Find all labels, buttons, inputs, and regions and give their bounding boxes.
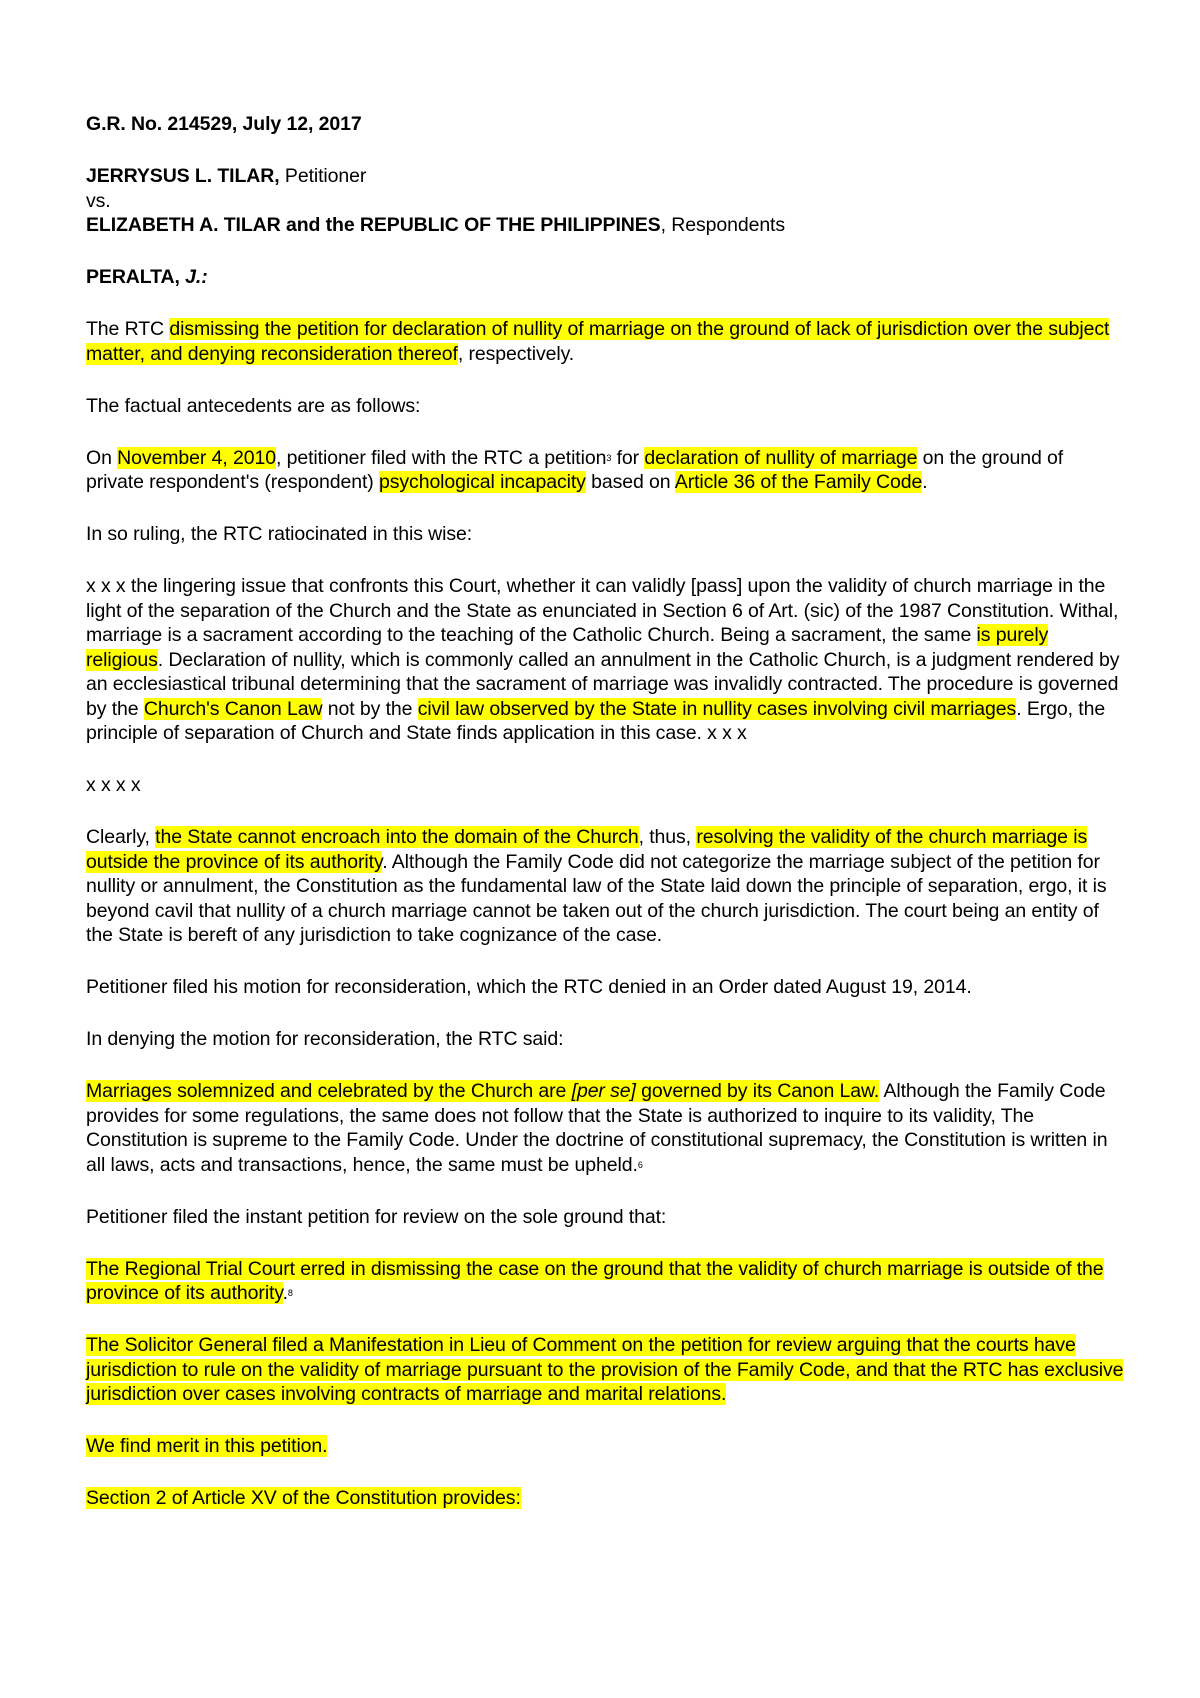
paragraph-11: Petitioner filed the instant petition for review on the sole ground that: bbox=[86, 1205, 667, 1228]
highlight: The Solicitor General filed a Manifestation in Lieu of Comment on the petition for review arguing that the courts have jurisdiction to rule on the validity of marriage pursuant to the provision of the Family Code, and that the RTC has exclusive jurisdiction over cases involving contracts of marriage and marital relations. bbox=[86, 1334, 1124, 1405]
highlight: resolving the validity of the church marriage is outside the province of its authority bbox=[86, 826, 1088, 873]
petitioner-name: JERRYSUS L. TILAR, bbox=[86, 165, 280, 187]
petitioner-line bbox=[86, 164, 1126, 189]
text: , petitioner filed with the RTC a petition bbox=[275, 446, 607, 469]
text: The RTC bbox=[86, 318, 170, 340]
text: , respectively. bbox=[457, 342, 575, 365]
text: Marriages solemnized and celebrated by the Church are bbox=[86, 1080, 572, 1102]
highlight: civil law observed by the State in nullity cases involving civil marriages bbox=[417, 697, 1017, 720]
paragraph-8: Petitioner filed his motion for reconsideration, which the RTC denied in an Order dated August 19, 2014. bbox=[86, 976, 972, 998]
text: . Declaration of nullity, which is commonly called an annulment in the Catholic Church, is a judgment rendered by an ecclesiastical tribunal determining that the sacrament of marriage was invalidly contracted. The procedure is governed by the bbox=[86, 648, 1120, 720]
text: based on bbox=[585, 471, 675, 493]
text: governed by its Canon Law. bbox=[635, 1080, 880, 1102]
respondents-name: ELIZABETH A. TILAR and the REPUBLIC OF THE PHILIPPINES bbox=[86, 214, 661, 236]
text: . Ergo, the principle of separation of Church and State finds application in this case. x x x bbox=[86, 697, 1106, 744]
highlight: the State cannot encroach into the domain of the Church bbox=[155, 826, 639, 848]
paragraph-10-quote bbox=[86, 1079, 1126, 1177]
petitioner-role: Petitioner bbox=[279, 165, 367, 187]
paragraph-7 bbox=[86, 825, 1126, 948]
ponente bbox=[86, 265, 1126, 290]
text: Although the Family Code provides for some regulations, the same does not follow that the State is authorized to inquire to its validity, The Constitution is supreme to the Family Code. Under the doctrine of constitutional supremacy, the Constitution is written in all laws, acts and transactions, hence, the same must be upheld. bbox=[86, 1080, 1108, 1176]
highlight: Church's Canon Law bbox=[143, 697, 323, 720]
highlight: We find merit in this petition. bbox=[86, 1435, 328, 1457]
highlight: psychological incapacity bbox=[379, 471, 586, 493]
text: . bbox=[282, 1282, 288, 1304]
paragraph-6: x x x x bbox=[86, 774, 141, 796]
text: not by the bbox=[322, 697, 418, 720]
highlight: Article 36 of the Family Code bbox=[674, 471, 923, 493]
document-page bbox=[86, 112, 1126, 1511]
paragraph-13 bbox=[86, 1333, 1126, 1407]
highlight: The Regional Trial Court erred in dismissing the case on the ground that the validity of church marriage is outside of the province of its authority bbox=[86, 1257, 1104, 1304]
text: for bbox=[611, 446, 645, 469]
paragraph-5-quote bbox=[86, 574, 1126, 746]
highlight: is purely religious bbox=[86, 624, 1049, 671]
paragraph-12-quote bbox=[86, 1257, 1126, 1306]
text: Clearly, bbox=[86, 826, 156, 848]
highlight: declaration of nullity of marriage bbox=[644, 446, 918, 469]
footnote-link[interactable]: 3 bbox=[606, 452, 612, 463]
ponente-name: PERALTA, bbox=[86, 266, 186, 288]
highlight: Section 2 of Article XV of the Constitution provides: bbox=[86, 1487, 521, 1509]
paragraph-3 bbox=[86, 446, 1126, 495]
text: . bbox=[922, 471, 928, 493]
text: x x x the lingering issue that confronts this Court, whether it can validly [pass] upon the validity of church marriage in the light of the separation of the Church and the State as enunciated in Section 6 of Art. (sic) of the 1987 Constitution. Withal, marriage is a sacrament according to the teaching of the Catholic Church. Being a sacrament, the same bbox=[86, 575, 1119, 646]
paragraph-9: In denying the motion for reconsideration, the RTC said: bbox=[86, 1028, 564, 1050]
highlight: November 4, 2010 bbox=[117, 446, 276, 469]
respondents-role: , Respondents bbox=[660, 214, 786, 236]
text: On bbox=[86, 446, 118, 469]
text: , thus, bbox=[638, 826, 697, 848]
ponente-title: J.: bbox=[185, 266, 208, 288]
respondents-line bbox=[86, 213, 1126, 238]
footnote-link[interactable]: 8 bbox=[287, 1288, 293, 1298]
paragraph-1 bbox=[86, 317, 1126, 366]
highlight bbox=[86, 1080, 879, 1102]
paragraph-4: In so ruling, the RTC ratiocinated in this wise: bbox=[86, 523, 473, 545]
paragraph-14 bbox=[86, 1434, 1126, 1459]
paragraph-2: The factual antecedents are as follows: bbox=[86, 394, 421, 417]
highlight: dismissing the petition for declaration of nullity of marriage on the ground of lack of jurisdiction over the subject matter, and denying reconsideration thereof bbox=[86, 318, 1110, 365]
case-number: G.R. No. 214529, July 12, 2017 bbox=[86, 113, 362, 135]
text: [per se] bbox=[571, 1080, 636, 1102]
versus: vs. bbox=[86, 189, 111, 212]
paragraph-15 bbox=[86, 1486, 1126, 1511]
text: on the ground of private respondent's (respondent) bbox=[86, 446, 1064, 493]
text: . Although the Family Code did not categorize the marriage subject of the petition for nullity or annulment, the Constitution as the fundamental law of the State laid down the principle of separation, ergo, it is beyond cavil that nullity of a church marriage cannot be taken out of the church jurisdiction. The court being an entity of the State is bereft of any jurisdiction to take cognizance of the case. bbox=[86, 850, 1107, 946]
footnote-link[interactable]: 6 bbox=[637, 1159, 643, 1170]
